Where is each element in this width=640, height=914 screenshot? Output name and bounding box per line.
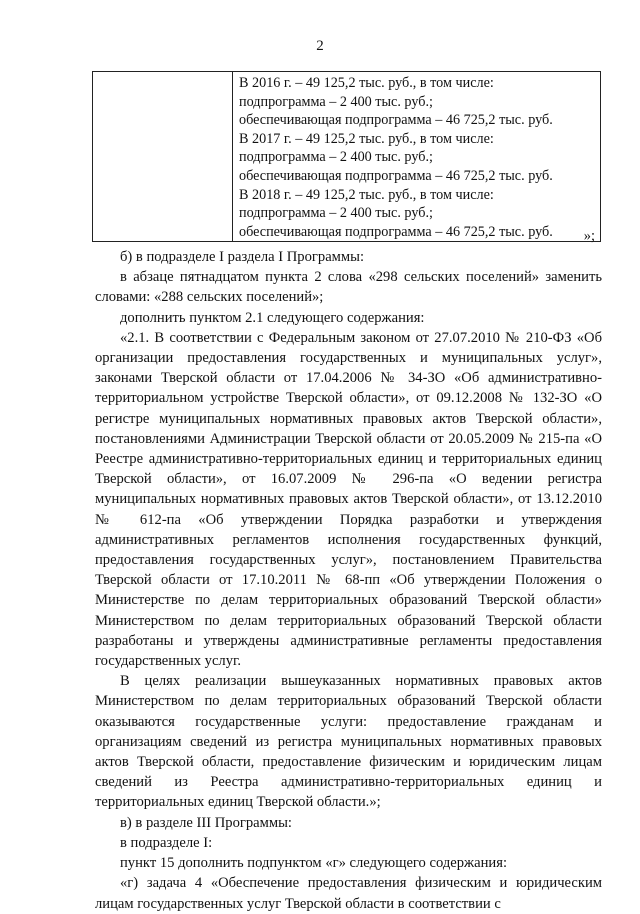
table-line: подпрограмма – 2 400 тыс. руб.;	[239, 93, 433, 110]
paragraph: В целях реализации вышеуказанных нормативных правовых актов Министерством по делам территориальных образований Тверской области оказываются государственные услуги: предоставление гражданам и организациям сведений из регистра муниципальных нормативных правовых актов Тверской области, предоставление физическим и юридическим лицам сведений из Реестра административно-территориальных единиц и территориальных единиц Тверской области.»;	[95, 673, 602, 811]
funding-table	[92, 71, 601, 242]
paragraph: в абзаце пятнадцатом пункта 2 слова «298 сельских поселений» заменить словами: «288 сельских поселений»;	[95, 269, 602, 306]
page-number: 2	[316, 38, 324, 54]
body-text	[95, 247, 602, 914]
paragraph: пункт 15 дополнить подпунктом «г» следующего содержания:	[120, 855, 507, 872]
table-line: В 2018 г. – 49 125,2 тыс. руб., в том числе:	[239, 186, 494, 203]
table-line: подпрограмма – 2 400 тыс. руб.;	[239, 149, 433, 166]
table-line: обеспечивающая подпрограмма – 46 725,2 тыс. руб.	[239, 223, 553, 240]
paragraph: в) в разделе III Программы:	[120, 814, 292, 831]
table-left-cell	[93, 72, 233, 242]
paragraph: «г) задача 4 «Обеспечение предоставления физическим и юридическим лицам государственных услуг Тверской области в соответствии с	[95, 875, 602, 912]
table-line: обеспечивающая подпрограмма – 46 725,2 тыс. руб.	[239, 112, 553, 129]
table-line: обеспечивающая подпрограмма – 46 725,2 тыс. руб.	[239, 167, 553, 184]
paragraph: дополнить пунктом 2.1 следующего содержания:	[120, 309, 425, 326]
table-line: подпрограмма – 2 400 тыс. руб.;	[239, 205, 433, 222]
paragraph: в подразделе I:	[120, 834, 213, 851]
paragraph: «2.1. В соответствии с Федеральным законом от 27.07.2010 № 210-ФЗ «Об организации предоставления государственных и муниципальных услуг», законами Тверской области от 17.04.2006 № 34-ЗО «Об административно-территориальном устройстве Тверской области», от 09.12.2008 № 132-ЗО «О регистре муниципальных нормативных правовых актов Тверской области», постановлениями Администрации Тверской области от 20.05.2009 № 215-па «О Реестре административно-территориальных единиц и территориальных единиц Тверской области», от 16.07.2009 № 296-па «О ведении регистра муниципальных нормативных правовых актов Тверской области», от 13.12.2010 № 612-па «Об утверждении Порядка разработки и утверждения административных регламентов исполнения государственных функций, предоставления государственных услуг», постановлением Правительства Тверской области от 17.10.2011 № 68-пп «Об утверждении Положения о Министерстве по делам территориальных образований Тверской области» Министерством по делам территориальных образований Тверской области разработаны и утверждены административные регламенты предоставления государственных услуг.	[95, 329, 602, 670]
table-right-cell	[233, 72, 601, 242]
paragraph: б) в подразделе I раздела I Программы:	[120, 249, 364, 265]
table-line: В 2017 г. – 49 125,2 тыс. руб., в том числе:	[239, 130, 494, 147]
table-line: В 2016 г. – 49 125,2 тыс. руб., в том числе:	[239, 75, 494, 91]
closing-quote: »;	[583, 228, 595, 244]
